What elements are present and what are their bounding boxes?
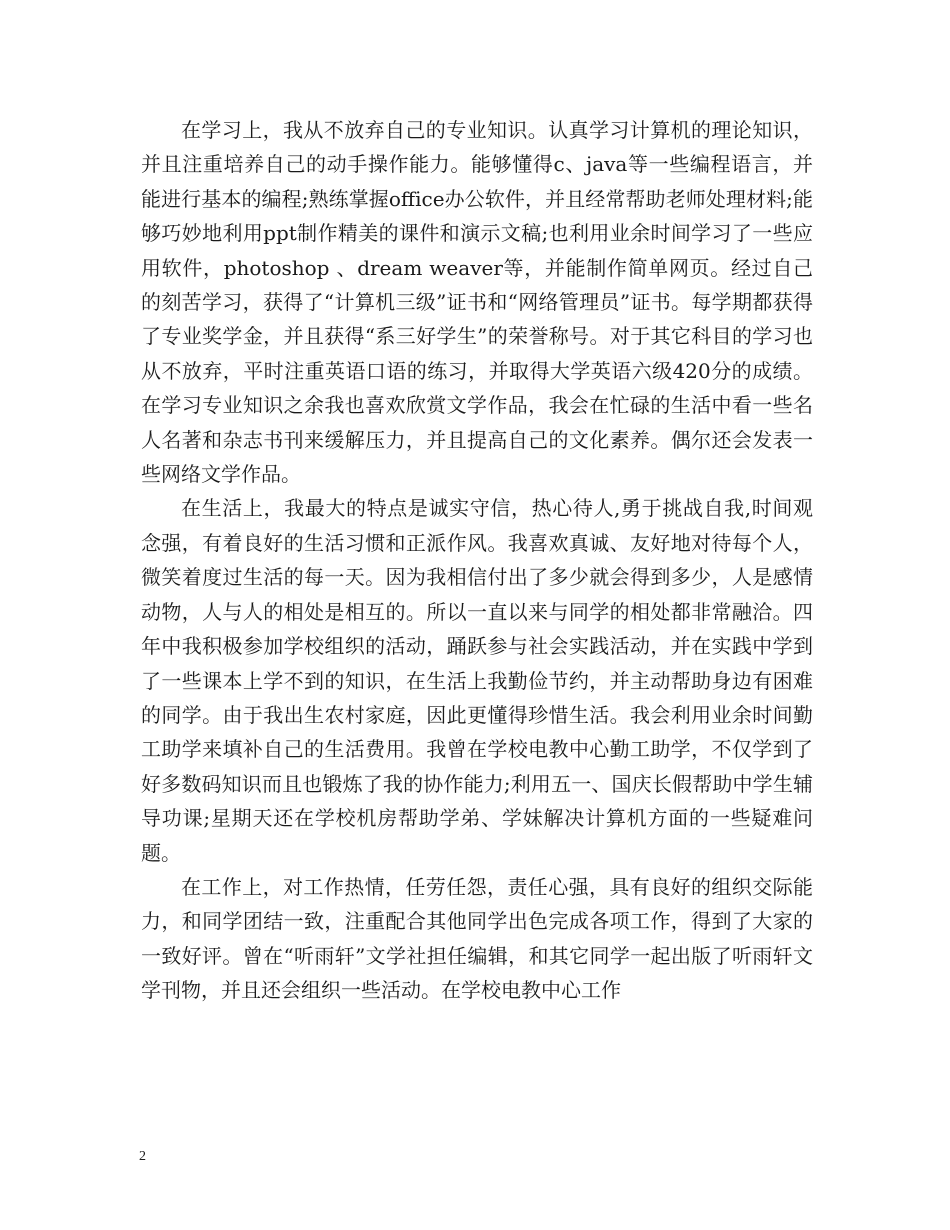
page-number: 2: [139, 1149, 146, 1164]
body-text: [141, 113, 813, 1008]
paragraph-study: 在学习上，我从不放弃自己的专业知识。认真学习计算机的理论知识，并且注重培养自己的动手操作能力。能够懂得c、java等一些编程语言，并能进行基本的编程;熟练掌握office办公软件，并且经常帮助老师处理材料;能够巧妙地利用ppt制作精美的课件和演示文稿;也利用业余时间学习了一些应用软件，photoshop 、dream weaver等，并能制作简单网页。经过自己的刻苦学习，获得了“计算机三级”证书和“网络管理员”证书。每学期都获得了专业奖学金，并且获得“系三好学生”的荣誉称号。对于其它科目的学习也从不放弃，平时注重英语口语的练习，并取得大学英语六级420分的成绩。在学习专业知识之余我也喜欢欣赏文学作品，我会在忙碌的生活中看一些名人名著和杂志书刊来缓解压力，并且提高自己的文化素养。偶尔还会发表一些网络文学作品。: [141, 118, 813, 487]
paragraph-work: 在工作上，对工作热情，任劳任怨，责任心强，具有良好的组织交际能力，和同学团结一致，注重配合其他同学出色完成各项工作，得到了大家的一致好评。曾在“听雨轩”文学社担任编辑，和其它同学一起出版了听雨轩文学刊物，并且还会组织一些活动。在学校电教中心工作: [141, 874, 813, 1003]
paragraph-life: 在生活上，我最大的特点是诚实守信，热心待人,勇于挑战自我,时间观念强，有着良好的生活习惯和正派作风。我喜欢真诚、友好地对待每个人，微笑着度过生活的每一天。因为我相信付出了多少就会得到多少，人是感情动物，人与人的相处是相互的。所以一直以来与同学的相处都非常融洽。四年中我积极参加学校组织的活动，踊跃参与社会实践活动，并在实践中学到了一些课本上学不到的知识，在生活上我勤俭节约，并主动帮助身边有困难的同学。由于我出生农村家庭，因此更懂得珍惜生活。我会利用业余时间勤工助学来填补自己的生活费用。我曾在学校电教中心勤工助学，不仅学到了好多数码知识而且也锻炼了我的协作能力;利用五一、国庆长假帮助中学生辅导功课;星期天还在学校机房帮助学弟、学妹解决计算机方面的一些疑难问题。: [141, 496, 813, 865]
